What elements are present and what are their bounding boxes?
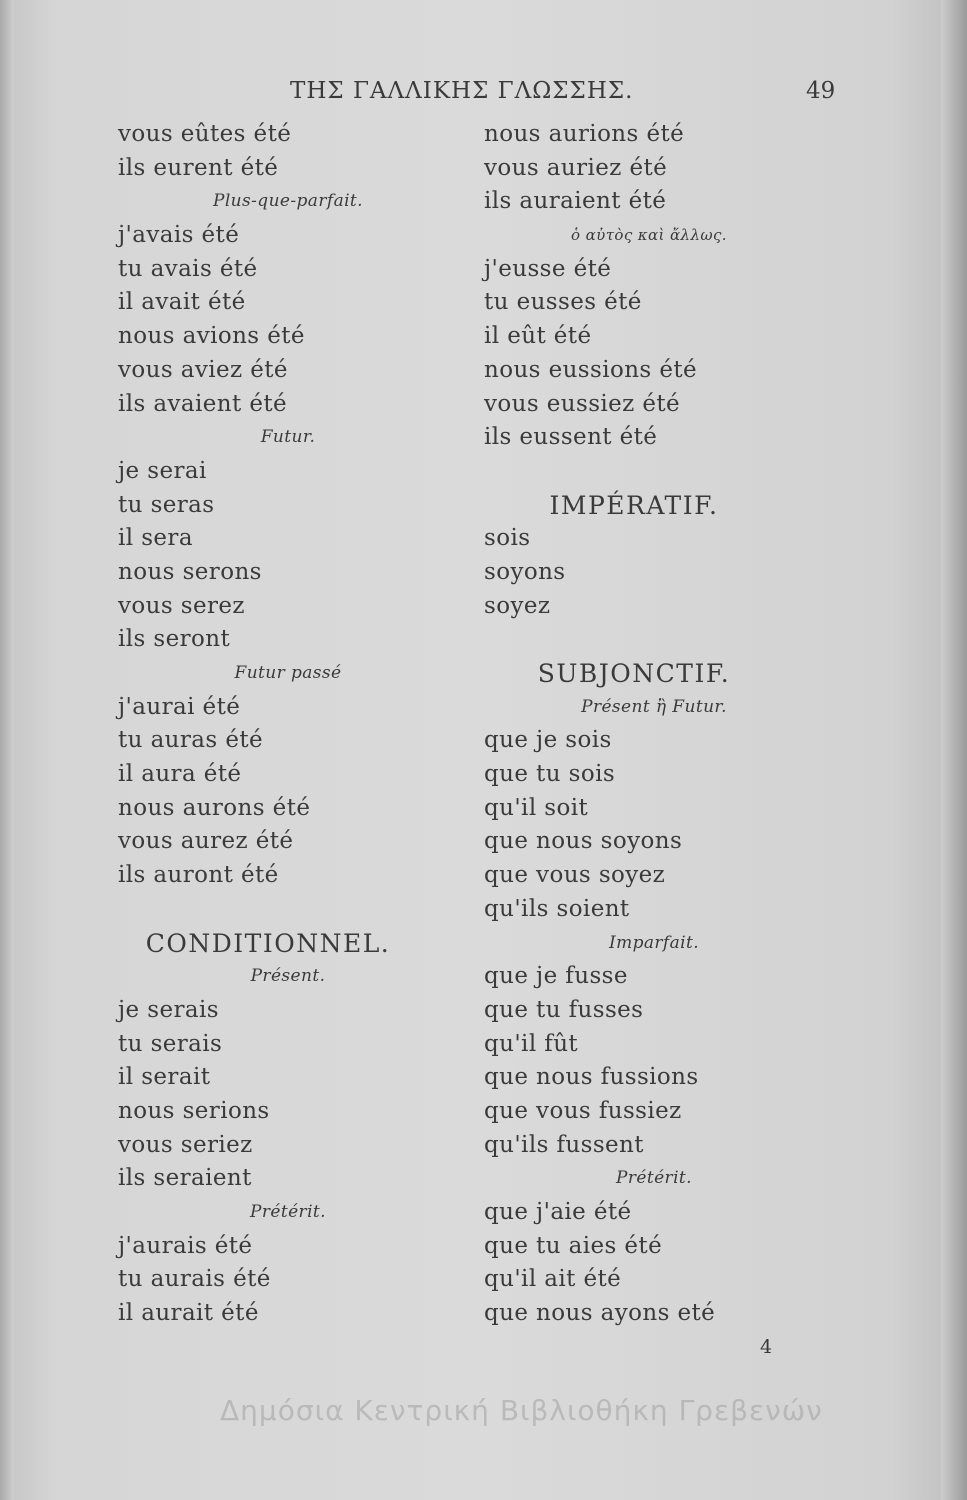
tense-heading: Présent ἢ Futur. <box>581 696 727 717</box>
greek-note: ὁ αὐτὸς καὶ ἄλλως. <box>571 226 727 245</box>
conjugation-line: qu'il fût <box>484 1030 579 1057</box>
conjugation-line: il aurait été <box>118 1300 259 1327</box>
conjugation-line: tu seras <box>118 491 215 518</box>
tense-heading: Prétérit. <box>616 1168 692 1189</box>
conjugation-line: nous serons <box>118 558 262 585</box>
conjugation-line: qu'ils soient <box>484 895 630 922</box>
left-column <box>118 118 418 1331</box>
conjugation-line: vous auriez été <box>484 154 668 181</box>
conjugation-line: ils avaient été <box>118 390 288 417</box>
conjugation-line: sois <box>484 525 531 552</box>
conjugation-line: que je fusse <box>484 963 628 990</box>
page-left-edge <box>0 0 14 1500</box>
conjugation-line: nous aurons été <box>118 794 311 821</box>
conjugation-line: soyons <box>484 558 566 585</box>
conjugation-line: vous aurez été <box>118 828 294 855</box>
conjugation-line: ils eussent été <box>484 424 658 451</box>
conjugation-line: qu'il soit <box>484 794 589 821</box>
tense-heading: Plus-que-parfait. <box>213 191 363 212</box>
conjugation-line: il avait été <box>118 289 246 316</box>
conjugation-line: vous seriez <box>118 1131 253 1158</box>
conjugation-line: ils auraient été <box>484 188 667 215</box>
conjugation-line: qu'il ait été <box>484 1266 622 1293</box>
conjugation-line: que nous fussions <box>484 1064 699 1091</box>
conjugation-line: tu auras été <box>118 727 263 754</box>
conjugation-line: que vous soyez <box>484 862 666 889</box>
conjugation-line: que nous soyons <box>484 828 683 855</box>
conjugation-line: que tu aies été <box>484 1232 663 1259</box>
right-column <box>484 118 784 1331</box>
conjugation-line: vous eussiez été <box>484 390 681 417</box>
conjugation-line: que vous fussiez <box>484 1097 682 1124</box>
conjugation-line: je serais <box>118 996 219 1023</box>
conjugation-line: tu aurais été <box>118 1266 271 1293</box>
conjugation-line: ils auront été <box>118 862 279 889</box>
conjugation-line: j'aurai été <box>118 693 241 720</box>
library-watermark: Δημόσια Κεντρική Βιβλιοθήκη Γρεβενών <box>220 1394 823 1427</box>
page-right-edge <box>941 0 967 1500</box>
conjugation-line: vous serez <box>118 592 245 619</box>
conjugation-line: il aura été <box>118 761 242 788</box>
running-head: ΤΗΣ ΓΑΛΛΙΚΗΣ ΓΛΩΣΣΗΣ. <box>290 78 634 104</box>
page-number: 49 <box>806 78 836 104</box>
tense-heading: Prétérit. <box>250 1202 326 1222</box>
conjugation-line: que j'aie été <box>484 1199 632 1225</box>
conjugation-line: que nous ayons eté <box>484 1300 716 1327</box>
conjugation-line: tu avais été <box>118 255 258 282</box>
conjugation-line: il serait <box>118 1064 211 1091</box>
conjugation-line: que tu fusses <box>484 996 644 1023</box>
conjugation-line: soyez <box>484 592 551 619</box>
conjugation-line: j'aurais été <box>118 1232 253 1259</box>
tense-heading: Futur passé <box>234 663 342 683</box>
mood-heading: IMPÉRATIF. <box>549 490 719 520</box>
conjugation-line: que je sois <box>484 727 612 754</box>
signature-mark: 4 <box>760 1336 773 1358</box>
conjugation-line: nous eussions été <box>484 356 698 383</box>
conjugation-line: ils seraient <box>118 1165 252 1192</box>
tense-heading: Futur. <box>260 427 316 448</box>
conjugation-line: tu serais <box>118 1030 223 1057</box>
conjugation-line: vous aviez été <box>118 356 288 383</box>
conjugation-line: tu eusses été <box>484 289 642 316</box>
conjugation-line: qu'ils fussent <box>484 1131 644 1158</box>
conjugation-line: que tu sois <box>484 761 616 788</box>
conjugation-line: je serai <box>118 457 207 484</box>
conjugation-line: il eût été <box>484 323 592 350</box>
conjugation-line: nous serions <box>118 1097 270 1124</box>
blank-line <box>484 455 784 489</box>
conjugation-line: j'avais été <box>118 222 240 249</box>
tense-heading: Présent. <box>250 966 326 987</box>
conjugation-line: vous eûtes été <box>118 121 292 147</box>
conjugation-line: ils eurent été <box>118 154 279 181</box>
conjugation-line: nous aurions été <box>484 121 685 147</box>
conjugation-line: nous avions été <box>118 323 305 350</box>
conjugation-line: il sera <box>118 525 193 552</box>
mood-heading: SUBJONCTIF. <box>537 659 731 688</box>
conjugation-line: ils seront <box>118 626 231 653</box>
mood-heading: CONDITIONNEL. <box>145 928 391 958</box>
conjugation-line: j'eusse été <box>484 255 612 282</box>
blank-line <box>118 893 418 927</box>
blank-line <box>484 623 784 657</box>
tense-heading: Imparfait. <box>608 932 700 953</box>
